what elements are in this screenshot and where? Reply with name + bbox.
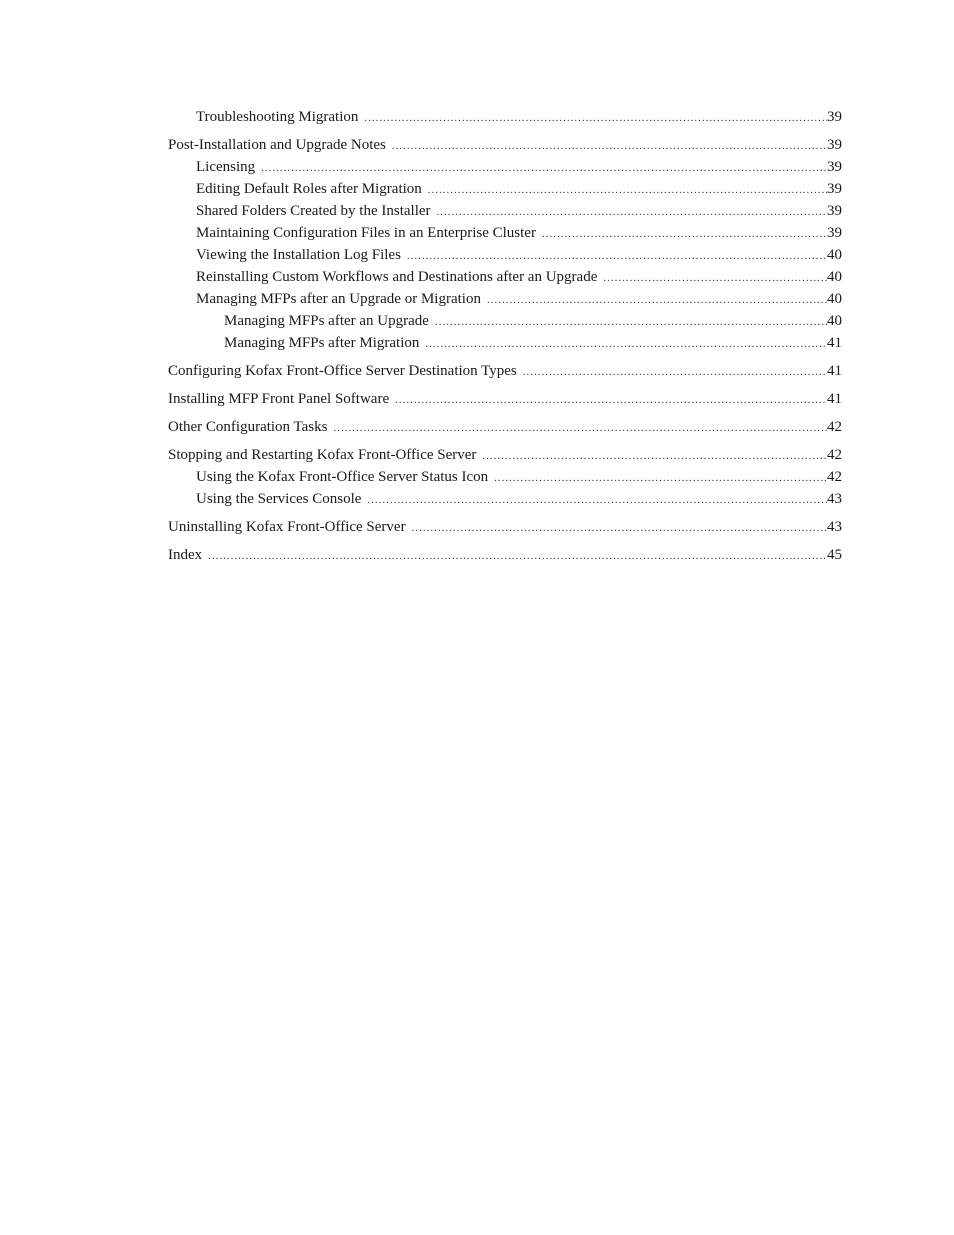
toc-dot-leader [261,157,827,179]
toc-entry-page: 39 [827,225,842,241]
toc-entry-page: 42 [827,419,842,435]
toc-entry-title: Troubleshooting Migration [196,109,359,125]
toc-entry[interactable] [168,134,842,156]
toc-dot-leader [603,267,827,289]
toc-dot-leader [395,389,827,411]
toc-dot-leader [367,489,827,511]
toc-dot-leader [334,417,828,439]
toc-dot-leader [425,333,827,355]
toc-entry[interactable] [168,178,842,200]
toc-entry[interactable] [168,156,842,178]
toc-entry-page: 45 [827,547,842,563]
toc-entry-page: 39 [827,181,842,197]
toc-entry-title: Managing MFPs after Migration [224,335,420,351]
toc-entry-page: 40 [827,269,842,285]
toc-entry-title: Viewing the Installation Log Files [196,247,401,263]
toc-entry[interactable] [168,466,842,488]
toc-dot-leader [435,311,827,333]
toc-entry-page: 39 [827,203,842,219]
toc-entry-title: Stopping and Restarting Kofax Front-Office Server [168,447,477,463]
toc-entry-page: 43 [827,519,842,535]
toc-entry-title: Index [168,547,203,563]
toc-entry-page: 39 [827,137,842,153]
toc-dot-leader [542,223,827,245]
toc-entry-page: 40 [827,313,842,329]
toc-entry-page: 41 [827,391,842,407]
table-of-contents [168,106,842,566]
toc-entry[interactable] [168,288,842,310]
toc-entry-page: 42 [827,447,842,463]
toc-entry-page: 41 [827,363,842,379]
toc-entry[interactable] [168,488,842,510]
toc-entry[interactable] [168,444,842,466]
toc-dot-leader [487,289,827,311]
toc-dot-leader [482,445,827,467]
toc-entry-title: Editing Default Roles after Migration [196,181,422,197]
toc-dot-leader [412,517,827,539]
toc-entry-page: 39 [827,159,842,175]
toc-entry[interactable] [168,244,842,266]
toc-entry-page: 43 [827,491,842,507]
toc-entry-title: Uninstalling Kofax Front-Office Server [168,519,406,535]
toc-entry[interactable] [168,332,842,354]
toc-entry[interactable] [168,360,842,382]
toc-entry-title: Managing MFPs after an Upgrade [224,313,429,329]
toc-entry-title: Other Configuration Tasks [168,419,328,435]
toc-entry[interactable] [168,516,842,538]
toc-dot-leader [208,545,827,567]
toc-entry-title: Maintaining Configuration Files in an Enterprise Cluster [196,225,536,241]
toc-entry[interactable] [168,200,842,222]
toc-entry[interactable] [168,416,842,438]
toc-dot-leader [437,201,827,223]
toc-entry-title: Post-Installation and Upgrade Notes [168,137,386,153]
toc-entry[interactable] [168,310,842,332]
toc-dot-leader [523,361,827,383]
toc-entry[interactable] [168,388,842,410]
toc-dot-leader [428,179,827,201]
toc-entry-title: Configuring Kofax Front-Office Server Destination Types [168,363,517,379]
toc-entry-page: 42 [827,469,842,485]
toc-entry-page: 41 [827,335,842,351]
toc-entry-title: Using the Services Console [196,491,362,507]
toc-dot-leader [407,245,827,267]
toc-entry-title: Managing MFPs after an Upgrade or Migration [196,291,481,307]
toc-entry-title: Reinstalling Custom Workflows and Destinations after an Upgrade [196,269,598,285]
toc-entry-title: Installing MFP Front Panel Software [168,391,390,407]
toc-entry-title: Licensing [196,159,256,175]
toc-dot-leader [392,135,827,157]
toc-entry-page: 40 [827,247,842,263]
toc-dot-leader [364,107,827,129]
toc-entry-page: 40 [827,291,842,307]
toc-entry[interactable] [168,544,842,566]
toc-entry-page: 39 [827,109,842,125]
toc-dot-leader [494,467,827,489]
toc-entry[interactable] [168,266,842,288]
toc-entry[interactable] [168,106,842,128]
toc-entry[interactable] [168,222,842,244]
toc-entry-title: Using the Kofax Front-Office Server Status Icon [196,469,489,485]
toc-entry-title: Shared Folders Created by the Installer [196,203,431,219]
